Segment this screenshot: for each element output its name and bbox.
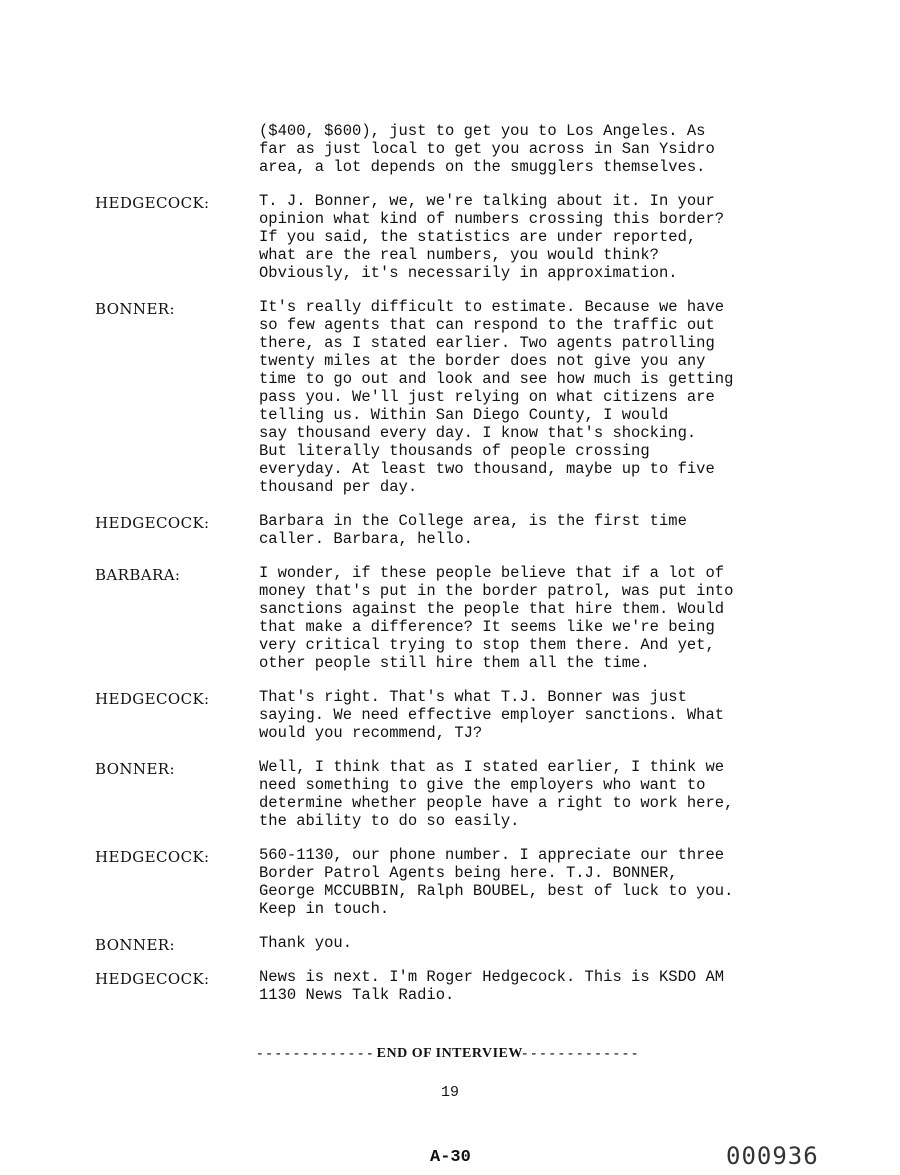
speech-line: 560-1130, our phone number. I appreciate our three — [259, 846, 725, 864]
speech-line: other people still hire them all the time. — [259, 654, 650, 672]
speech-line: sanctions against the people that hire them. Would — [259, 600, 725, 618]
speech-text — [259, 934, 800, 952]
speech-text — [259, 758, 800, 830]
page-number: 19 — [440, 1084, 459, 1101]
speech-line: George MCCUBBIN, Ralph BOUBEL, best of luck to you. — [259, 882, 734, 900]
speech-line: everyday. At least two thousand, maybe up to five — [259, 460, 715, 478]
speech-text — [259, 688, 800, 742]
speech-line: 1130 News Talk Radio. — [259, 986, 455, 1004]
speech-line: the ability to do so easily. — [259, 812, 520, 830]
speech-line: what are the real numbers, you would think? — [259, 246, 659, 264]
speech-text — [259, 122, 800, 176]
speaker-label: HEDGECOCK: — [95, 514, 210, 532]
speech-line: twenty miles at the border does not give you any — [259, 352, 706, 370]
speech-line: Thank you. — [259, 934, 353, 952]
speech-line: money that's put in the border patrol, was put into — [259, 582, 734, 600]
speaker-label: HEDGECOCK: — [95, 848, 210, 866]
speech-line: pass you. We'll just relying on what citizens are — [259, 388, 715, 406]
speech-line: there, as I stated earlier. Two agents patrolling — [259, 334, 715, 352]
speech-text — [259, 192, 800, 282]
speaker-label: HEDGECOCK: — [95, 690, 210, 708]
speech-line: But literally thousands of people crossing — [259, 442, 650, 460]
speech-line: area, a lot depends on the smugglers themselves. — [259, 158, 706, 176]
speech-text — [259, 512, 800, 548]
speaker-label: BONNER: — [95, 300, 175, 318]
speech-line: That's right. That's what T.J. Bonner was just — [259, 688, 687, 706]
transcript — [0, 122, 900, 1020]
end-of-interview-marker: - - - - - - - - - - - - - END OF INTERVIEW- - - - - - - - - - - - - — [257, 1046, 638, 1061]
speech-line: Barbara in the College area, is the first time — [259, 512, 687, 530]
transcript-entry — [0, 192, 900, 282]
bates-number: 000936 — [726, 1142, 819, 1170]
speaker-label: HEDGECOCK: — [95, 970, 210, 988]
speech-line: T. J. Bonner, we, we're talking about it. In your — [259, 192, 715, 210]
speech-line: time to go out and look and see how much is getting — [259, 370, 734, 388]
speech-line: Keep in touch. — [259, 900, 390, 918]
speech-line: If you said, the statistics are under reported, — [259, 228, 697, 246]
speech-line: Obviously, it's necessarily in approximation. — [259, 264, 678, 282]
speech-text — [259, 564, 800, 672]
speech-line: It's really difficult to estimate. Because we have — [259, 298, 725, 316]
speaker-label: BONNER: — [95, 760, 175, 778]
transcript-entry — [0, 846, 900, 918]
transcript-entry — [0, 934, 900, 952]
speech-line: would you recommend, TJ? — [259, 724, 483, 742]
speech-line: Border Patrol Agents being here. T.J. BONNER, — [259, 864, 678, 882]
speech-text — [259, 846, 800, 918]
speech-line: Well, I think that as I stated earlier, I think we — [259, 758, 725, 776]
transcript-entry — [0, 122, 900, 176]
transcript-entry — [0, 564, 900, 672]
speech-line: far as just local to get you across in San Ysidro — [259, 140, 715, 158]
speech-text — [259, 298, 800, 496]
speaker-label: BONNER: — [95, 936, 175, 954]
speech-line: I wonder, if these people believe that if a lot of — [259, 564, 725, 582]
transcript-entry — [0, 758, 900, 830]
speech-line: determine whether people have a right to work here, — [259, 794, 734, 812]
speech-line: ($400, $600), just to get you to Los Angeles. As — [259, 122, 706, 140]
speech-line: News is next. I'm Roger Hedgecock. This is KSDO AM — [259, 968, 725, 986]
speech-line: opinion what kind of numbers crossing this border? — [259, 210, 725, 228]
speech-line: saying. We need effective employer sanctions. What — [259, 706, 725, 724]
speech-line: very critical trying to stop them there. And yet, — [259, 636, 715, 654]
exhibit-label: A-30 — [430, 1148, 471, 1167]
speech-line: need something to give the employers who want to — [259, 776, 706, 794]
speech-line: thousand per day. — [259, 478, 418, 496]
speaker-label: BARBARA: — [95, 566, 181, 584]
speech-line: say thousand every day. I know that's shocking. — [259, 424, 697, 442]
transcript-entry — [0, 512, 900, 548]
speaker-label: HEDGECOCK: — [95, 194, 210, 212]
speech-text — [259, 968, 800, 1004]
transcript-entry — [0, 968, 900, 1004]
transcript-entry — [0, 688, 900, 742]
speech-line: so few agents that can respond to the traffic out — [259, 316, 715, 334]
speech-line: telling us. Within San Diego County, I would — [259, 406, 669, 424]
speech-line: that make a difference? It seems like we're being — [259, 618, 715, 636]
speech-line: caller. Barbara, hello. — [259, 530, 473, 548]
transcript-entry — [0, 298, 900, 496]
